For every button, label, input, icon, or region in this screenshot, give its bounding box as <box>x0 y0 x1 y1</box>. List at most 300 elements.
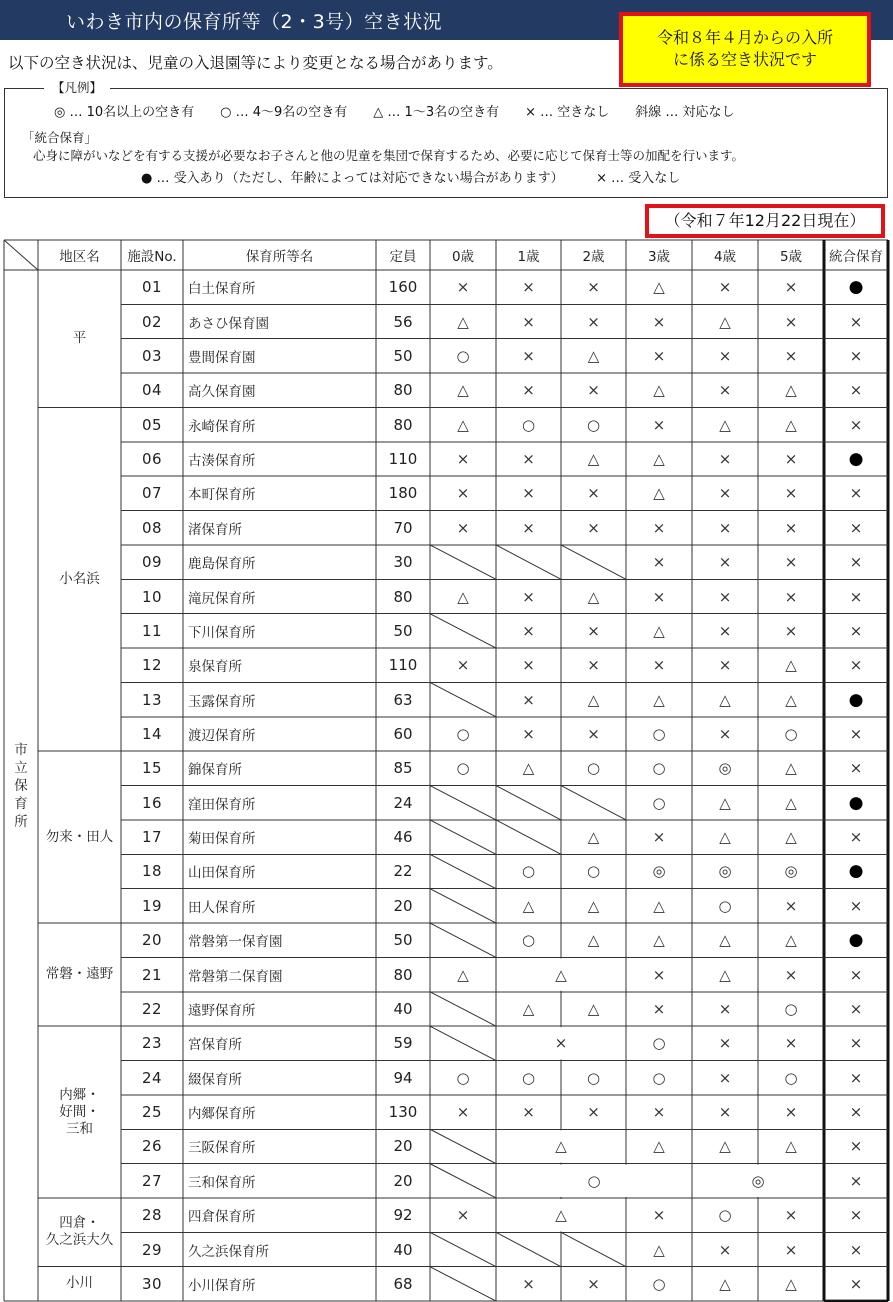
facility-number: 24 <box>141 1068 163 1087</box>
availability-mark: × <box>587 484 600 503</box>
column-header: 施設No. <box>127 249 177 265</box>
facility-name: 窪田保育所 <box>188 796 256 813</box>
availability-mark: △ <box>719 793 731 812</box>
facility-name: 常磐第一保育園 <box>188 934 283 951</box>
column-header: 保育所等名 <box>245 249 314 265</box>
availability-mark: ◎ <box>718 862 732 881</box>
availability-mark: ○ <box>652 1034 666 1053</box>
facility-number: 03 <box>141 346 163 365</box>
availability-mark: × <box>456 278 470 297</box>
legend-integrated-description: 心身に障がいなどを有する支援が必要なお子さんと他の児童を集団で保育するため、必要に応じて保育士等の加配を行います。 <box>33 148 745 163</box>
page-title: いわき市内の保育所等（2・3号）空き状況 <box>66 11 443 33</box>
availability-mark: × <box>522 1103 535 1122</box>
facility-number: 20 <box>141 931 163 950</box>
facility-number: 30 <box>141 1274 163 1293</box>
availability-mark: × <box>718 381 732 400</box>
integrated-care-mark: ● <box>848 792 864 813</box>
facility-name: 渚保育所 <box>188 521 242 538</box>
facility-number: 17 <box>141 828 163 847</box>
availability-mark: × <box>587 621 600 640</box>
availability-mark: △ <box>587 346 600 365</box>
availability-mark: × <box>456 656 470 675</box>
availability-mark: × <box>784 1034 798 1053</box>
availability-mark: △ <box>785 656 797 675</box>
capacity: 80 <box>393 415 413 434</box>
facility-name: 白土保育所 <box>188 281 256 298</box>
facility-name: 宮保育所 <box>188 1037 242 1054</box>
availability-mark: ◎ <box>751 1171 765 1190</box>
availability-mark: △ <box>653 690 665 709</box>
column-header: 4歳 <box>713 249 737 265</box>
availability-mark: △ <box>653 896 665 915</box>
availability-mark: × <box>652 587 666 606</box>
availability-mark: ○ <box>521 862 536 881</box>
availability-mark: × <box>652 965 666 984</box>
district-name: 四倉・ 久之浜大久 <box>45 1215 114 1249</box>
no-service-diagonal <box>430 786 496 820</box>
facility-number: 15 <box>141 759 163 778</box>
no-service-diagonal <box>496 786 561 820</box>
integrated-care-mark: × <box>849 1034 863 1053</box>
availability-mark: × <box>522 587 535 606</box>
availability-mark: △ <box>555 1206 567 1225</box>
integrated-care-mark: × <box>849 965 863 984</box>
no-service-diagonal <box>561 1232 626 1266</box>
availability-mark: × <box>522 656 535 675</box>
availability-mark: × <box>718 1034 732 1053</box>
integrated-care-mark: × <box>849 896 863 915</box>
facility-number: 29 <box>141 1240 163 1259</box>
availability-mark: × <box>522 690 535 709</box>
integrated-care-mark: × <box>849 1171 863 1190</box>
integrated-care-mark: × <box>849 759 863 778</box>
facility-number: 09 <box>141 553 163 572</box>
column-header: 地区名 <box>59 249 100 265</box>
availability-mark: ○ <box>784 999 798 1018</box>
facility-name: 小川保育所 <box>188 1277 256 1294</box>
availability-mark: △ <box>785 415 797 434</box>
availability-mark: △ <box>785 690 797 709</box>
availability-mark: ○ <box>521 1068 536 1087</box>
capacity: 22 <box>393 862 413 881</box>
availability-mark: △ <box>719 1274 731 1293</box>
no-service-diagonal <box>430 1129 496 1163</box>
availability-mark: △ <box>719 415 731 434</box>
availability-mark: × <box>784 621 798 640</box>
integrated-care-mark: × <box>849 724 863 743</box>
integrated-care-mark: × <box>849 828 863 847</box>
availability-mark: × <box>784 484 798 503</box>
availability-mark: △ <box>785 759 797 778</box>
integrated-care-mark: × <box>849 415 863 434</box>
integrated-care-mark: ● <box>848 689 864 710</box>
availability-mark: △ <box>719 312 731 331</box>
availability-mark: ○ <box>652 724 666 743</box>
column-header: 5歳 <box>779 249 803 265</box>
availability-mark: △ <box>587 931 600 950</box>
availability-mark: × <box>652 553 666 572</box>
capacity: 40 <box>393 999 413 1018</box>
no-service-diagonal <box>430 545 496 579</box>
availability-mark: △ <box>719 965 731 984</box>
availability-mark: △ <box>587 690 600 709</box>
integrated-care-mark: × <box>849 553 863 572</box>
facility-name: 綴保育所 <box>188 1071 242 1088</box>
facility-number: 14 <box>141 724 163 743</box>
facility-name: 久之浜保育所 <box>188 1243 269 1260</box>
availability-mark: △ <box>522 759 535 778</box>
availability-mark: × <box>652 518 666 537</box>
facility-name: 山田保育所 <box>188 865 256 882</box>
column-header: 2歳 <box>582 249 605 265</box>
availability-mark: × <box>784 896 798 915</box>
facility-name: 高久保育園 <box>188 384 256 401</box>
availability-mark: × <box>587 1274 600 1293</box>
integrated-care-mark: ● <box>848 277 864 298</box>
integrated-care-mark: × <box>849 621 863 640</box>
as-of-date: （令和７年12月22日現在） <box>645 204 885 238</box>
availability-mark: △ <box>785 1137 797 1156</box>
facility-number: 05 <box>141 415 163 434</box>
integrated-care-mark: × <box>849 381 863 400</box>
column-header: 1歳 <box>517 249 540 265</box>
capacity: 24 <box>393 793 413 812</box>
column-header: 定員 <box>389 249 417 265</box>
availability-mark: × <box>652 312 666 331</box>
no-service-diagonal <box>561 545 626 579</box>
facility-name: 玉露保育所 <box>188 693 256 710</box>
capacity: 63 <box>393 690 413 709</box>
no-service-diagonal <box>430 1267 496 1301</box>
availability-mark: × <box>522 518 535 537</box>
availability-mark: × <box>784 965 798 984</box>
notice-line-1: 令和８年４月からの入所 <box>656 28 833 47</box>
capacity: 59 <box>393 1034 413 1053</box>
availability-mark: × <box>522 278 535 297</box>
availability-mark: ○ <box>521 931 536 950</box>
availability-mark: × <box>784 553 798 572</box>
integrated-care-mark: × <box>849 1068 863 1087</box>
availability-mark: △ <box>653 621 665 640</box>
facility-name: 渡辺保育所 <box>188 727 256 744</box>
district-name: 小川 <box>66 1275 93 1292</box>
facility-number: 12 <box>141 656 163 675</box>
facility-name: あさひ保育園 <box>188 315 269 332</box>
availability-mark: △ <box>522 896 535 915</box>
capacity: 110 <box>388 656 418 675</box>
facility-number: 28 <box>141 1206 163 1225</box>
capacity: 50 <box>393 931 413 950</box>
availability-mark: × <box>456 518 470 537</box>
availability-mark: × <box>456 1206 470 1225</box>
availability-mark: × <box>718 484 732 503</box>
availability-mark: × <box>718 587 732 606</box>
facility-name: 三阪保育所 <box>188 1140 256 1157</box>
availability-mark: △ <box>653 931 665 950</box>
availability-mark: ○ <box>652 759 666 778</box>
capacity: 80 <box>393 587 413 606</box>
availability-mark: ○ <box>456 724 470 743</box>
availability-mark: × <box>587 278 600 297</box>
facility-number: 26 <box>141 1137 163 1156</box>
availability-mark: ○ <box>586 1068 601 1087</box>
capacity: 20 <box>393 896 413 915</box>
facility-number: 19 <box>141 896 163 915</box>
no-service-diagonal <box>496 1232 561 1266</box>
availability-mark: × <box>718 999 732 1018</box>
capacity: 68 <box>393 1274 413 1293</box>
availability-mark: × <box>718 346 732 365</box>
facility-name: 菊田保育所 <box>188 831 256 848</box>
legend-integrated-symbols: ● … 受入あり（ただし、年齢によっては対応できない場合があります） × … 受入なし <box>141 171 681 186</box>
integrated-care-mark: × <box>849 484 863 503</box>
availability-mark: ◎ <box>652 862 666 881</box>
facility-number: 04 <box>141 381 163 400</box>
availability-mark: × <box>784 346 798 365</box>
facility-name: 常磐第二保育園 <box>188 968 283 985</box>
capacity: 85 <box>393 759 413 778</box>
facility-number: 27 <box>141 1171 163 1190</box>
availability-mark: △ <box>719 1137 731 1156</box>
facility-number: 25 <box>141 1103 163 1122</box>
availability-mark: × <box>718 621 732 640</box>
facility-number: 16 <box>141 793 163 812</box>
no-service-diagonal <box>430 854 496 888</box>
no-service-diagonal <box>430 1026 496 1060</box>
integrated-care-mark: × <box>849 1137 863 1156</box>
availability-mark: △ <box>587 828 600 847</box>
integrated-care-mark: × <box>849 346 863 365</box>
availability-mark: △ <box>457 415 469 434</box>
capacity: 60 <box>393 724 413 743</box>
availability-mark: △ <box>785 793 797 812</box>
availability-mark: △ <box>785 931 797 950</box>
capacity: 20 <box>393 1137 413 1156</box>
facility-name: 滝尻保育所 <box>188 590 256 607</box>
availability-mark: × <box>784 518 798 537</box>
integrated-care-mark: ● <box>848 930 864 951</box>
availability-mark: △ <box>587 999 600 1018</box>
availability-mark: × <box>456 484 470 503</box>
integrated-care-mark: ● <box>848 861 864 882</box>
capacity: 160 <box>388 278 418 297</box>
facility-name: 錦保育所 <box>188 762 242 779</box>
facility-number: 02 <box>141 312 163 331</box>
facility-name: 三和保育所 <box>188 1174 256 1191</box>
no-service-diagonal <box>430 614 496 648</box>
availability-mark: △ <box>653 450 665 469</box>
capacity: 94 <box>393 1068 413 1087</box>
availability-mark: ○ <box>587 1171 601 1190</box>
availability-mark: △ <box>785 828 797 847</box>
availability-mark: × <box>652 999 666 1018</box>
availability-mark: △ <box>457 587 469 606</box>
availability-mark: × <box>652 656 666 675</box>
availability-mark: △ <box>587 587 600 606</box>
availability-mark: ◎ <box>718 759 732 778</box>
availability-mark: △ <box>719 828 731 847</box>
facility-name: 永崎保育所 <box>188 418 256 435</box>
integrated-care-mark: × <box>849 1206 863 1225</box>
facility-number: 07 <box>141 484 163 503</box>
availability-mark: ○ <box>718 1206 732 1225</box>
availability-mark: × <box>522 484 535 503</box>
availability-mark: △ <box>457 381 469 400</box>
availability-mark: × <box>587 312 600 331</box>
capacity: 46 <box>393 828 413 847</box>
capacity: 130 <box>388 1103 418 1122</box>
no-service-diagonal <box>430 992 496 1026</box>
availability-mark: × <box>718 1068 732 1087</box>
availability-mark: △ <box>555 965 567 984</box>
no-service-diagonal <box>430 682 496 716</box>
availability-mark: × <box>784 587 798 606</box>
availability-mark: ○ <box>521 415 536 434</box>
facility-name: 遠野保育所 <box>188 1002 256 1019</box>
facility-number: 21 <box>141 965 163 984</box>
availability-mark: × <box>522 450 535 469</box>
availability-mark: △ <box>653 1137 665 1156</box>
facility-number: 11 <box>141 621 163 640</box>
capacity: 50 <box>393 346 413 365</box>
availability-mark: × <box>652 346 666 365</box>
integrated-care-mark: × <box>849 1103 863 1122</box>
facility-number: 10 <box>141 587 163 606</box>
availability-mark: × <box>718 553 732 572</box>
availability-mark: △ <box>587 450 600 469</box>
integrated-care-mark: × <box>849 587 863 606</box>
availability-mark: ○ <box>586 759 601 778</box>
column-header: 統合保育 <box>829 249 883 265</box>
availability-mark: ○ <box>784 1068 798 1087</box>
subtitle: 以下の空き状況は、児童の入退園等により変更となる場合があります。 <box>8 54 503 72</box>
integrated-care-mark: × <box>849 656 863 675</box>
availability-mark: × <box>784 1206 798 1225</box>
capacity: 70 <box>393 518 413 537</box>
facility-name: 豊間保育園 <box>188 349 256 366</box>
facility-name: 田人保育所 <box>188 899 256 916</box>
availability-mark: △ <box>719 690 731 709</box>
availability-mark: △ <box>653 484 665 503</box>
legend-symbols: ◎ … 10名以上の空き有 ○ … 4～9名の空き有 △ … 1～3名の空き有 × … 空きなし 斜線 … 対応なし <box>54 105 735 120</box>
facility-number: 06 <box>141 450 163 469</box>
availability-mark: × <box>554 1034 568 1053</box>
facility-number: 01 <box>141 278 163 297</box>
availability-mark: ○ <box>456 1068 470 1087</box>
availability-mark: × <box>784 1240 798 1259</box>
availability-mark: × <box>587 724 600 743</box>
availability-mark: ○ <box>652 793 666 812</box>
capacity: 56 <box>393 312 413 331</box>
availability-mark: ○ <box>652 1274 666 1293</box>
availability-mark: × <box>456 450 470 469</box>
capacity: 50 <box>393 621 413 640</box>
availability-mark: × <box>652 1103 666 1122</box>
availability-mark: × <box>522 312 535 331</box>
availability-mark: × <box>522 621 535 640</box>
district-name: 常磐・遠野 <box>45 966 114 983</box>
availability-mark: × <box>522 724 535 743</box>
availability-mark: × <box>652 1206 666 1225</box>
availability-mark: × <box>784 1103 798 1122</box>
capacity: 30 <box>393 553 413 572</box>
availability-mark: × <box>718 518 732 537</box>
availability-mark: △ <box>653 1240 665 1259</box>
availability-mark: × <box>456 1103 470 1122</box>
no-service-diagonal <box>496 820 561 854</box>
availability-mark: × <box>718 656 732 675</box>
availability-mark: ○ <box>586 862 601 881</box>
availability-mark: × <box>718 1240 732 1259</box>
capacity: 80 <box>393 965 413 984</box>
district-name: 内郷・ 好間・ 三和 <box>59 1086 100 1137</box>
section-label: 市立保育所 <box>14 741 28 830</box>
capacity: 180 <box>388 484 418 503</box>
availability-mark: △ <box>785 381 797 400</box>
availability-mark: × <box>718 724 732 743</box>
availability-mark: × <box>718 1103 732 1122</box>
availability-mark: × <box>587 1103 600 1122</box>
availability-mark: × <box>652 828 666 847</box>
capacity: 20 <box>393 1171 413 1190</box>
district-name: 平 <box>72 330 87 347</box>
availability-mark: △ <box>457 965 469 984</box>
availability-mark: △ <box>555 1137 567 1156</box>
facility-name: 四倉保育所 <box>188 1209 256 1226</box>
no-service-diagonal <box>430 923 496 957</box>
no-service-diagonal <box>430 1232 496 1266</box>
availability-mark: △ <box>653 278 665 297</box>
facility-number: 23 <box>141 1034 163 1053</box>
facility-name: 本町保育所 <box>188 487 256 504</box>
capacity: 110 <box>388 450 418 469</box>
integrated-care-mark: ● <box>848 449 864 470</box>
availability-mark: × <box>522 381 535 400</box>
availability-mark: × <box>718 450 732 469</box>
no-service-diagonal <box>430 1164 496 1198</box>
facility-number: 18 <box>141 862 163 881</box>
capacity: 40 <box>393 1240 413 1259</box>
no-service-diagonal <box>430 889 496 923</box>
availability-mark: ○ <box>652 1068 666 1087</box>
availability-mark: × <box>587 656 600 675</box>
availability-mark: △ <box>653 381 665 400</box>
availability-mark: × <box>587 518 600 537</box>
availability-mark: ◎ <box>784 862 798 881</box>
availability-mark: × <box>587 381 600 400</box>
capacity: 92 <box>393 1206 413 1225</box>
facility-name: 古湊保育所 <box>188 453 256 470</box>
availability-mark: △ <box>457 312 469 331</box>
legend-title: 【凡例】 <box>44 78 110 96</box>
availability-mark: △ <box>587 896 600 915</box>
availability-mark: × <box>522 346 535 365</box>
availability-mark: × <box>784 312 798 331</box>
column-header: 0歳 <box>451 249 475 265</box>
availability-mark: ○ <box>586 415 601 434</box>
facility-name: 内郷保育所 <box>188 1106 256 1123</box>
availability-mark: ○ <box>456 346 470 365</box>
facility-name: 鹿島保育所 <box>188 556 256 573</box>
notice-line-2: に係る空き状況です <box>672 50 817 69</box>
district-name: 小名浜 <box>59 570 100 587</box>
availability-mark: × <box>522 1274 535 1293</box>
availability-mark: ○ <box>718 896 732 915</box>
no-service-diagonal <box>561 786 626 820</box>
integrated-care-mark: × <box>849 518 863 537</box>
availability-mark: △ <box>522 999 535 1018</box>
integrated-care-mark: × <box>849 312 863 331</box>
